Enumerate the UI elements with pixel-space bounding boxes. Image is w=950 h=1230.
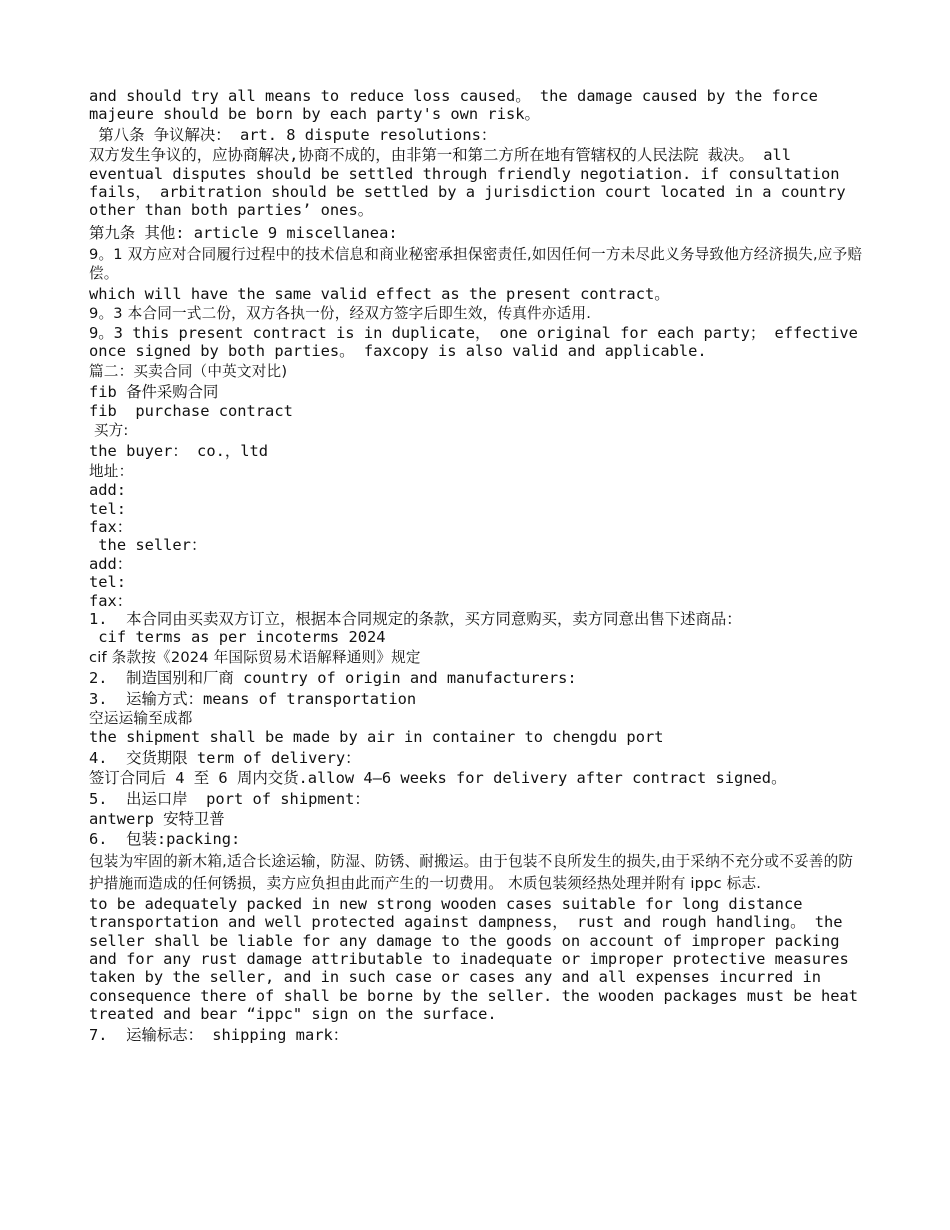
paragraph-dispute-resolution: 双方发生争议的，应协商解决,协商不成的，由非第一和第二方所在地有管辖权的人民法院 裁决。 all eventual disputes should be settled through friendly negotiation. if consultation fails， arbitration should be settled by a jurisdiction court located in a country other than both parties’ ones。 <box>89 146 855 220</box>
clause-6: 6. 包装:packing: <box>89 830 241 849</box>
article-8-heading: 第八条 争议解决： art. 8 dispute resolutions： <box>89 125 497 144</box>
clause-4-detail: 签订合同后 4 至 6 周内交货.allow 4—6 weeks for delivery after contract signed。 <box>89 769 787 788</box>
seller-add-field: add： <box>89 554 133 573</box>
seller-tel-field: tel: <box>89 573 127 592</box>
clause-6-english: to be adequately packed in new strong wooden cases suitable for long distance transportation and well protected against dampness， rust and rough handling。 the seller shall be liable for any damage to the goods on account of improper packing and for any rust damage attributable to inadequate or improper protective measures taken by the seller, and in such case or cases any and all expenses incurred in consequence there of shall be borne by the seller. the wooden packages must be heat treated and bear “ippc" sign on the surface. <box>89 894 868 1024</box>
clause-1-cif-english: cif terms as per incoterms 2024 <box>89 628 386 647</box>
clause-9-3-chinese: 9。3 本合同一式二份，双方各执一份，经双方签字后即生效，传真件亦适用. <box>89 305 592 323</box>
buyer-label-chinese: 买方: <box>89 421 129 439</box>
document-body <box>89 87 868 1044</box>
clause-9-3-english: 9。3 this present contract is in duplicate， one original for each party； effective once signed by both parties。 faxcopy is also valid and applicable. <box>89 323 868 361</box>
clause-3-chinese: 空运运输至成都 <box>89 710 193 727</box>
clause-3-english: the shipment shall be made by air in container to chengdu port <box>89 728 664 747</box>
seller-label: the seller： <box>89 536 207 555</box>
clause-9-1-chinese: 9。1 双方应对合同履行过程中的技术信息和商业秘密承担保密责任,如因任何一方未尽此义务导致他方经济损失,应予赔偿。 <box>89 246 863 282</box>
buyer-fax-field: fax： <box>89 517 133 536</box>
clause-3: 3. 运输方式：means of transportation <box>89 689 417 708</box>
article-9-heading: 第九条 其他: article 9 miscellanea: <box>89 223 398 242</box>
buyer-add-field: add: <box>89 481 127 500</box>
clause-2: 2. 制造国别和厂商 country of origin and manufacturers: <box>89 669 577 688</box>
clause-1: 1. 本合同由买卖双方订立，根据本合同规定的条款，买方同意购买，卖方同意出售下述商品： <box>89 609 742 628</box>
contract-title-chinese: fib 备件采购合同 <box>89 383 219 402</box>
clause-5: 5. 出运口岸 port of shipment： <box>89 789 370 808</box>
clause-4: 4. 交货期限 term of delivery： <box>89 748 361 767</box>
contract-title-english: fib purchase contract <box>89 401 293 420</box>
clause-9-1-english: which will have the same valid effect as the present contract。 <box>89 285 670 304</box>
address-label-chinese: 地址： <box>89 462 134 480</box>
seller-fax-field: fax： <box>89 591 133 610</box>
clause-7: 7. 运输标志： shipping mark： <box>89 1025 349 1044</box>
buyer-tel-field: tel: <box>89 499 127 518</box>
buyer-label-english: the buyer： co.，ltd <box>89 442 269 461</box>
clause-6-chinese: 包装为牢固的新木箱,适合长途运输，防湿、防锈、耐搬运。由于包装不良所发生的损失,由于采纳不充分或不妥善的防护措施而造成的任何锈损，卖方应负担由此而产生的一切费用。 木质包装须经热处理并附有 ippc 标志. <box>89 852 854 892</box>
clause-1-cif-chinese: cif 条款按《2024 年国际贸易术语解释通则》规定 <box>89 648 421 666</box>
section-title-part-2: 篇二：买卖合同（中英文对比) <box>89 362 288 380</box>
clause-5-port: antwerp 安特卫普 <box>89 810 225 829</box>
paragraph-force-majeure: and should try all means to reduce loss caused。 the damage caused by the force majeure should be born by each party's own risk。 <box>89 87 828 124</box>
